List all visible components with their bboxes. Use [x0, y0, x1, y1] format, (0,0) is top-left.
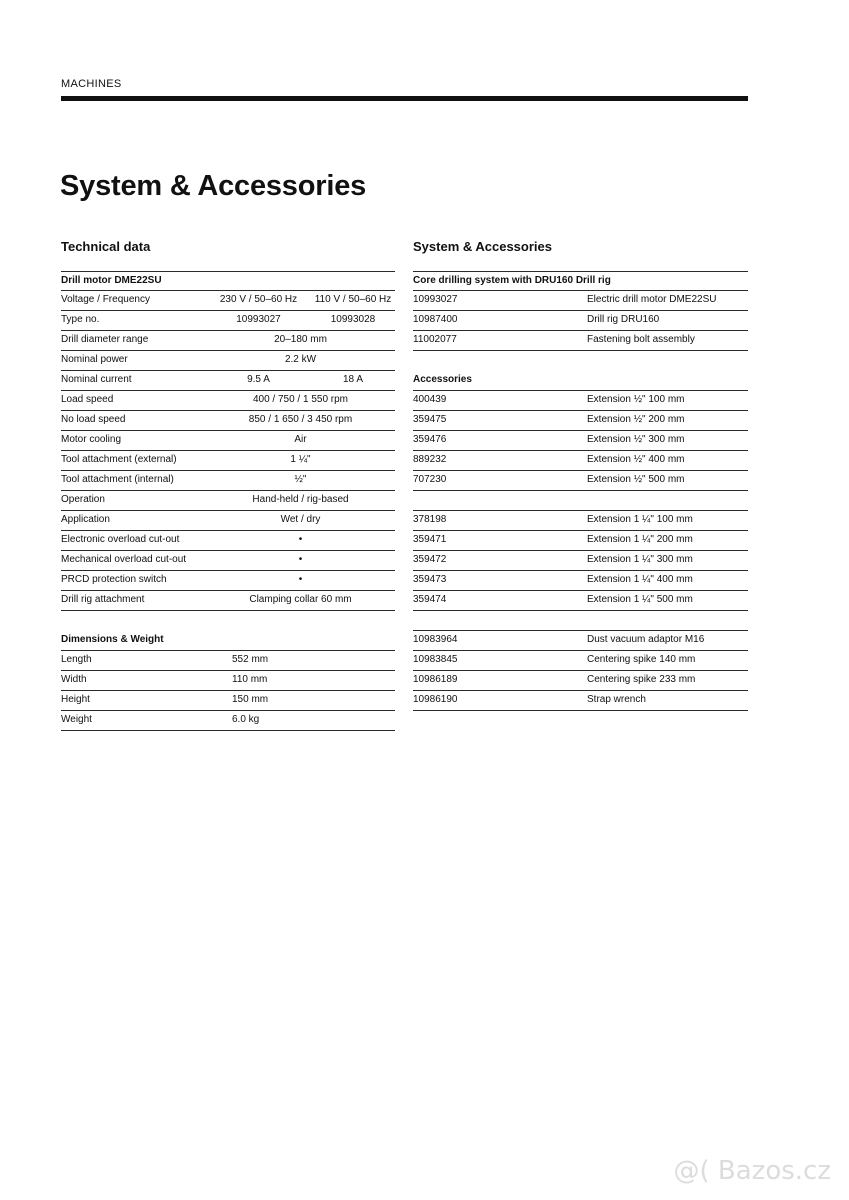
spec-label: Operation [61, 494, 105, 505]
spec-row [61, 411, 395, 431]
part-description: Extension ½" 500 mm [587, 474, 685, 485]
part-row [413, 511, 748, 531]
spec-row [61, 451, 395, 471]
spec-value: Wet / dry [280, 514, 321, 525]
dimension-row [61, 691, 395, 711]
spacer-row [413, 611, 748, 631]
part-row [413, 691, 748, 711]
spec-value-110v: 18 A [342, 374, 364, 385]
technical-data-title: Technical data [61, 239, 151, 254]
part-row [413, 331, 748, 351]
spec-row [61, 591, 395, 611]
part-description: Extension ½" 400 mm [587, 454, 685, 465]
spec-value-110v: 110 V / 50–60 Hz [314, 294, 392, 305]
spec-label: Voltage / Frequency [61, 294, 150, 305]
spec-label: Load speed [61, 394, 114, 405]
dimension-value: 110 mm [232, 674, 268, 685]
part-number: 378198 [413, 514, 447, 525]
part-description: Extension ½" 300 mm [587, 434, 685, 445]
bullet-icon: • [298, 574, 303, 585]
system-accessories-title: System & Accessories [413, 239, 552, 254]
part-number: 359476 [413, 434, 447, 445]
spec-value-230v: 10993027 [236, 314, 281, 325]
dimension-label: Height [61, 694, 90, 705]
spec-value-110v: 10993028 [330, 314, 376, 325]
part-row [413, 451, 748, 471]
spec-value: Clamping collar 60 mm [249, 594, 352, 605]
part-number: 400439 [413, 394, 447, 405]
spec-row [61, 551, 395, 571]
spec-row [61, 531, 395, 551]
core-heading-row [413, 271, 748, 291]
part-row [413, 411, 748, 431]
spec-label: Drill diameter range [61, 334, 149, 345]
part-row [413, 471, 748, 491]
spec-row [61, 291, 395, 311]
part-description: Dust vacuum adaptor M16 [587, 634, 705, 645]
part-row [413, 651, 748, 671]
spec-value: 20–180 mm [274, 334, 327, 345]
part-description: Fastening bolt assembly [587, 334, 695, 345]
part-row [413, 431, 748, 451]
part-number: 707230 [413, 474, 447, 485]
part-description: Extension 1 ¼" 300 mm [587, 554, 693, 565]
spacer-row [413, 491, 748, 511]
dimensions-heading: Dimensions & Weight [61, 634, 164, 645]
spec-row [61, 331, 395, 351]
spec-label: Nominal power [61, 354, 128, 365]
spec-value: Air [294, 434, 307, 445]
part-number: 889232 [413, 454, 447, 465]
part-row [413, 671, 748, 691]
dimension-label: Width [61, 674, 87, 685]
spec-label: Tool attachment (external) [61, 454, 177, 465]
spec-label: No load speed [61, 414, 126, 425]
part-description: Strap wrench [587, 694, 646, 705]
spec-value-230v: 9.5 A [247, 374, 270, 385]
spec-label: Drill rig attachment [61, 594, 145, 605]
spec-label: Nominal current [61, 374, 132, 385]
spec-label: Motor cooling [61, 434, 122, 445]
core-heading: Core drilling system with DRU160 Drill rig [413, 275, 611, 286]
accessories-heading-row [413, 371, 748, 391]
part-number: 359471 [413, 534, 447, 545]
page-title: System & Accessories [60, 170, 367, 202]
bullet-icon: • [298, 554, 303, 565]
part-description: Extension 1 ¼" 200 mm [587, 534, 693, 545]
part-description: Extension ½" 200 mm [587, 414, 685, 425]
spec-row [61, 391, 395, 411]
bullet-icon: • [298, 534, 303, 545]
spec-value: 400 / 750 / 1 550 rpm [252, 394, 349, 405]
spacer [61, 611, 395, 631]
part-number: 11002077 [413, 334, 457, 345]
spec-row [61, 431, 395, 451]
part-row [413, 571, 748, 591]
watermark: @( Bazos.cz [673, 1156, 831, 1186]
part-number: 10993027 [413, 294, 458, 305]
spec-value: 2.2 kW [284, 354, 317, 365]
motor-heading: Drill motor DME22SU [61, 275, 162, 286]
technical-data-column [61, 238, 395, 731]
spec-row [61, 471, 395, 491]
motor-heading-row [61, 271, 395, 291]
spec-row [61, 511, 395, 531]
spacer [413, 351, 748, 371]
part-row [413, 311, 748, 331]
spec-label: Electronic overload cut-out [61, 534, 180, 545]
part-description: Extension 1 ¼" 400 mm [587, 574, 693, 585]
dimensions-heading-row [61, 631, 395, 651]
spec-row [61, 491, 395, 511]
part-number: 359474 [413, 594, 447, 605]
part-number: 10983845 [413, 654, 458, 665]
part-description: Extension 1 ¼" 100 mm [587, 514, 693, 525]
spec-label: Tool attachment (internal) [61, 474, 174, 485]
part-description: Centering spike 140 mm [587, 654, 696, 665]
dimension-value: 6.0 kg [232, 714, 260, 725]
part-row [413, 291, 748, 311]
dimension-row [61, 711, 395, 731]
part-description: Drill rig DRU160 [587, 314, 660, 325]
spec-label: Type no. [61, 314, 100, 325]
part-row [413, 551, 748, 571]
part-number: 359472 [413, 554, 447, 565]
dimension-label: Length [61, 654, 92, 665]
part-number: 10986190 [413, 694, 458, 705]
dimension-row [61, 651, 395, 671]
part-number: 359475 [413, 414, 447, 425]
dimension-label: Weight [61, 714, 92, 725]
part-description: Extension ½" 100 mm [587, 394, 685, 405]
part-number: 10987400 [413, 314, 458, 325]
spec-label: Mechanical overload cut-out [61, 554, 187, 565]
part-description: Extension 1 ¼" 500 mm [587, 594, 693, 605]
part-row [413, 631, 748, 651]
system-accessories-column [413, 238, 748, 711]
spec-row [61, 371, 395, 391]
part-number: 359473 [413, 574, 447, 585]
part-row [413, 531, 748, 551]
part-number: 10983964 [413, 634, 458, 645]
part-number: 10986189 [413, 674, 458, 685]
dimension-value: 150 mm [232, 694, 269, 705]
part-row [413, 591, 748, 611]
spec-value: 850 / 1 650 / 3 450 rpm [248, 414, 353, 425]
part-description: Electric drill motor DME22SU [587, 294, 717, 305]
spec-value: 1 ¼" [290, 454, 311, 465]
part-row [413, 391, 748, 411]
spec-value: Hand-held / rig-based [252, 494, 349, 505]
top-rule [61, 96, 748, 101]
accessories-heading: Accessories [413, 374, 472, 385]
spec-row [61, 351, 395, 371]
spec-row [61, 311, 395, 331]
spec-row [61, 571, 395, 591]
spec-label: PRCD protection switch [61, 574, 167, 585]
spec-value-230v: 230 V / 50–60 Hz [219, 294, 298, 305]
part-description: Centering spike 233 mm [587, 674, 696, 685]
spec-value: ½" [294, 474, 307, 485]
section-label: MACHINES [61, 78, 122, 90]
dimension-value: 552 mm [232, 654, 269, 665]
dimension-row [61, 671, 395, 691]
spec-label: Application [61, 514, 110, 525]
